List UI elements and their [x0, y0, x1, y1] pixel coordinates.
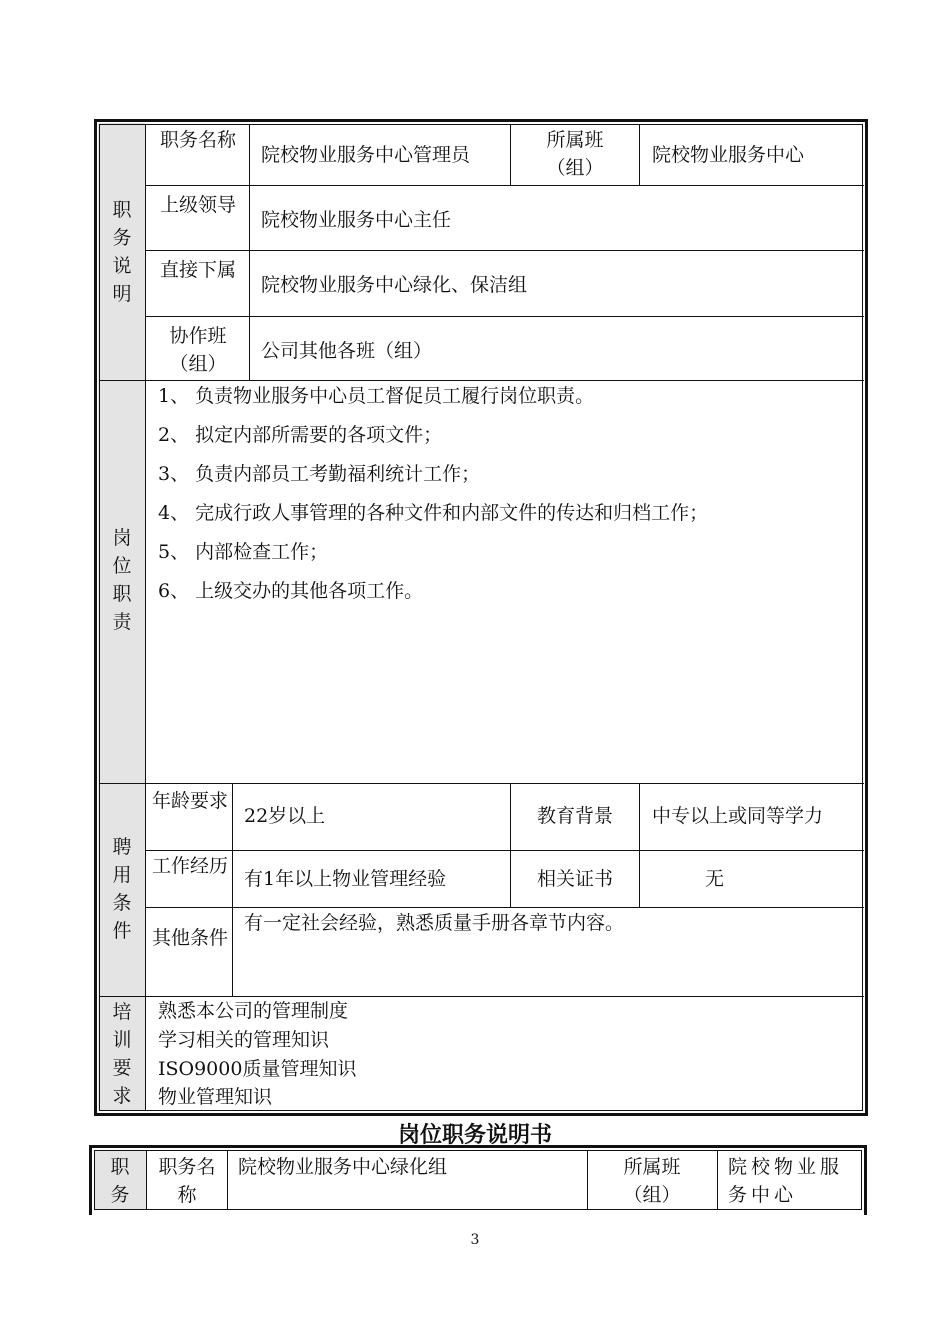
subordinate-value: 院校物业服务中心绿化、保洁组 — [261, 274, 528, 296]
superior-label: 上级领导 — [160, 194, 237, 216]
team-label: 所属班（组） — [546, 129, 604, 179]
document-title: 岗位职务说明书 — [397, 1123, 552, 1148]
table2-team-value: 院校物业服务中心 — [728, 1156, 844, 1206]
duty-item: 2、 拟定内部所需要的各项文件； — [158, 424, 443, 446]
team-value: 院校物业服务中心 — [652, 144, 805, 166]
duty-item: 5、 内部检查工作； — [158, 541, 329, 563]
training-item: 物业管理知识 — [158, 1086, 273, 1108]
duty-item: 6、 上级交办的其他各项工作。 — [158, 580, 424, 602]
job-title-label: 职务名称 — [160, 129, 237, 151]
subordinate-label: 直接下属 — [160, 259, 237, 281]
training-item: 学习相关的管理知识 — [158, 1029, 330, 1051]
other-requirements-label: 其他条件 — [152, 927, 229, 949]
other-requirements-value: 有一定社会经验，熟悉质量手册各章节内容。 — [244, 912, 625, 934]
duty-item: 1、 负责物业服务中心员工督促员工履行岗位职责。 — [158, 385, 595, 407]
job-title-value: 院校物业服务中心管理员 — [261, 144, 471, 166]
age-value: 22岁以上 — [244, 805, 326, 827]
age-label: 年龄要求 — [152, 790, 229, 812]
page-number: 3 — [470, 1232, 480, 1248]
section-label-training: 培训要求 — [112, 1001, 132, 1107]
table2-job-title-label: 职务名称 — [158, 1156, 216, 1206]
certificate-value: 无 — [705, 868, 725, 890]
table2-section-label: 职务 — [110, 1156, 130, 1206]
training-item: ISO9000质量管理知识 — [158, 1058, 357, 1080]
experience-value: 有1年以上物业管理经验 — [244, 868, 447, 890]
cooperation-value: 公司其他各班（组） — [261, 340, 433, 362]
training-item: 熟悉本公司的管理制度 — [158, 1000, 349, 1022]
education-value: 中专以上或同等学力 — [652, 805, 824, 827]
superior-value: 院校物业服务中心主任 — [261, 209, 452, 231]
table2-team-label: 所属班（组） — [623, 1156, 681, 1206]
education-label: 教育背景 — [536, 805, 613, 827]
duty-item: 3、 负责内部员工考勤福利统计工作； — [158, 463, 481, 485]
section-label-job-description: 职务说明 — [112, 199, 132, 305]
section-label-responsibilities: 岗位职责 — [112, 527, 132, 633]
duty-item: 4、 完成行政人事管理的各种文件和内部文件的传达和归档工作； — [158, 502, 709, 524]
experience-label: 工作经历 — [152, 855, 229, 877]
table2-job-title-value: 院校物业服务中心绿化组 — [238, 1156, 448, 1178]
section-label-hiring: 聘用条件 — [112, 836, 132, 942]
certificate-label: 相关证书 — [536, 868, 613, 890]
cooperation-label: 协作班（组） — [169, 325, 227, 375]
